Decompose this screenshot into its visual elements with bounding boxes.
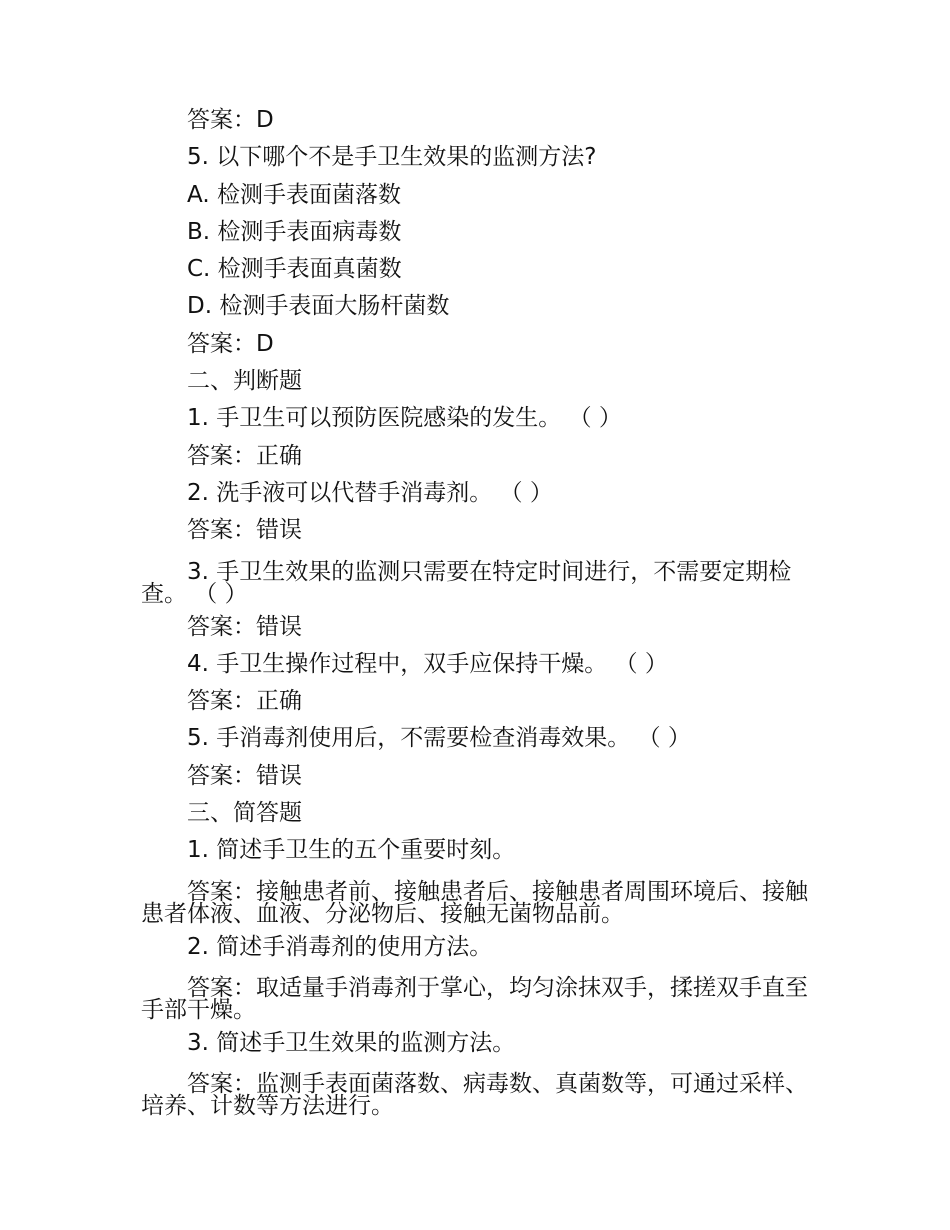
document-body xyxy=(141,102,813,1121)
tf-question-4: 4. 手卫生操作过程中，双手应保持干燥。 （ ） xyxy=(187,650,668,677)
tf-question-1: 1. 手卫生可以预防医院感染的发生。 （ ） xyxy=(187,405,622,432)
answer-line: 答案：正确 xyxy=(187,442,302,469)
answer-line: 答案：正确 xyxy=(187,688,302,715)
answer-line: 答案：错误 xyxy=(187,762,302,789)
answer-line: 答案：错误 xyxy=(187,613,302,640)
sa-answer-3: 答案：监测手表面菌落数、病毒数、真菌数等，可通过采样、培养、计数等方法进行。 xyxy=(141,1071,808,1120)
sa-answer-1: 答案：接触患者前、接触患者后、接触患者周围环境后、接触患者体液、血液、分泌物后、接触无菌物品前。 xyxy=(141,878,808,927)
sa-question-3: 3. 简述手卫生效果的监测方法。 xyxy=(187,1029,516,1056)
option-c: C. 检测手表面真菌数 xyxy=(187,256,402,283)
answer-line: 答案：D xyxy=(187,330,274,357)
question-5: 5. 以下哪个不是手卫生效果的监测方法? xyxy=(187,144,597,171)
option-a: A. 检测手表面菌落数 xyxy=(187,181,401,208)
option-d: D. 检测手表面大肠杆菌数 xyxy=(187,293,450,320)
option-b: B. 检测手表面病毒数 xyxy=(187,218,402,245)
answer-line: 答案：D xyxy=(187,107,274,133)
tf-question-5: 5. 手消毒剂使用后，不需要检查消毒效果。 （ ） xyxy=(187,725,691,752)
sa-question-1: 1. 简述手卫生的五个重要时刻。 xyxy=(187,837,516,864)
tf-question-3: 3. 手卫生效果的监测只需要在特定时间进行，不需要定期检查。 （ ） xyxy=(141,558,792,607)
section-heading-true-false: 二、判断题 xyxy=(187,368,302,395)
section-heading-short-answer: 三、简答题 xyxy=(187,800,302,827)
tf-question-2: 2. 洗手液可以代替手消毒剂。 （ ） xyxy=(187,479,553,506)
answer-line: 答案：错误 xyxy=(187,517,302,544)
sa-question-2: 2. 简述手消毒剂的使用方法。 xyxy=(187,933,493,960)
sa-answer-2: 答案：取适量手消毒剂于掌心，均匀涂抹双手，揉搓双手直至手部干燥。 xyxy=(141,974,808,1023)
